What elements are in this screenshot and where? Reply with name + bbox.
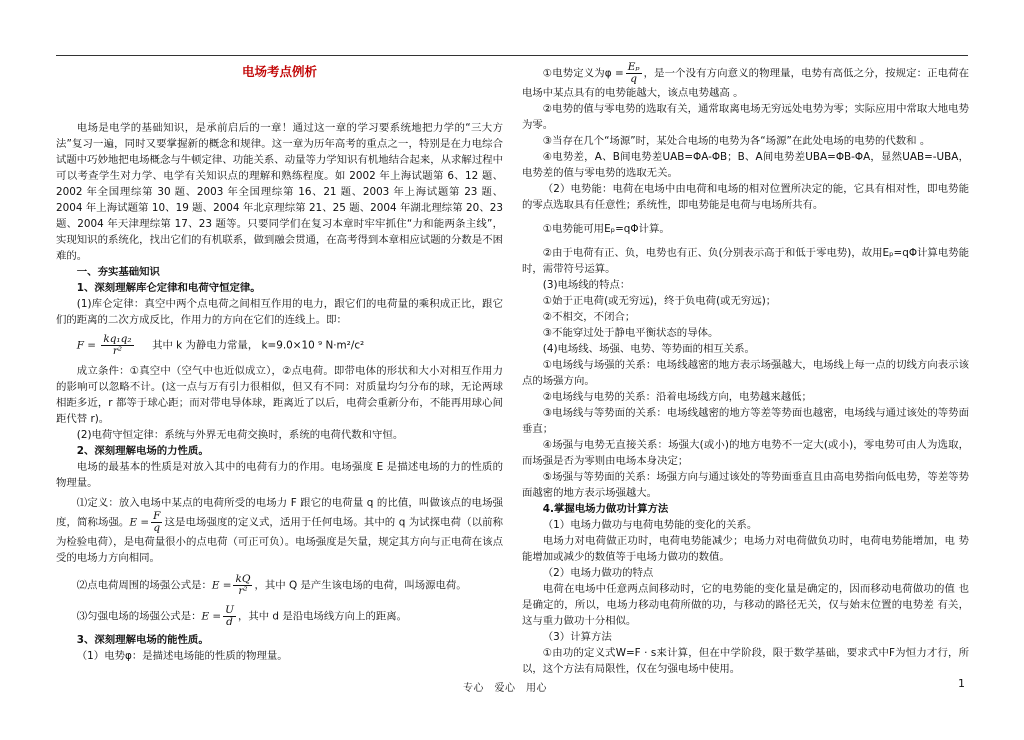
- work-feature-heading: （2）电场力做功的特点: [542, 567, 654, 579]
- left-column: [56, 62, 503, 664]
- calc-method-heading: （3）计算方法: [542, 631, 612, 643]
- potential-zero-reference: ②电势的值与零电势的选取有关，通常取离电场无穷远处电势为零；实际应用中常取大地电势为零。: [522, 103, 969, 131]
- footer-motto: 专心 爱心 用心: [463, 683, 547, 694]
- intro-paragraph: 电场是电学的基础知识，是承前启后的一章！通过这一章的学习要系统地把力学的“三大方法”复习一遍，同时又要掌握新的概念和规律。这一章为历年高考的重点之一，特别是在力电综合试题中巧妙地把电场概念与牛顿定律、功能关系、动量等力学知识有机地结合起来，从求解过程中可以考查学生对力学、电学有关知识点的理解和熟练程度。如 2002 年上海试题第 6、12 题、2002 年全国理综第 30 题、2003 年全国理综第 16、21 题、2003 年上海试题第 23 题、2004 年上海试题第 10、19 题、2004 年北京理综第 21、25 题、2004 年湖北理综第 20、23 题、2004 年天津理综第 17、23 题等。只要同学们在复习本章时牢牢抓住“力和能两条主线”，实现知识的系统化，找出它们的有机联系，做到融会贯通，在高考得到本章相应试题的分数是不困难的。: [56, 122, 503, 262]
- point-charge-fraction: $\frac{kQ}{\text{r²}}$: [235, 573, 251, 597]
- field-strength-definition: ⑴定义：放入电场中某点的电荷所受的电场力 F 跟它的电荷量 q 的比值，叫做该点的电场强度，简称场强。E = $\frac{F}{q}$ 这是电场强度的定义式，适用于任何电场。其中的 q 为试探电荷（以前称为检验电荷），是电荷量很小的点电荷（可正可负）。电场强度是矢量，规定其方向与正电荷在该点受的电场力方向相同。: [56, 497, 504, 564]
- field-line-feature-2: ②不相交，不闭合；: [542, 311, 636, 323]
- coulomb-conditions: 成立条件：①真空中（空气中也近似成立），②点电荷。即带电体的形状和大小对相互作用力的影响可以忽略不计。(这一点与万有引力很相似，但又有不同：对质量均匀分布的球，无论两球相距多近，r 都等于球心距；而对带电导体球，距离近了以后，电荷会重新分布，不能再用球心间距代替 r)。: [56, 365, 503, 425]
- work-energy-text: 电场力对电荷做正功时，电荷电势能减少；电场力对电荷做负功时，电荷电势能增加，电 势能增加或减少的数值等于电场力做功的数值。: [522, 535, 969, 563]
- field-line-feature-3: ③不能穿过处于静电平衡状态的导体。: [542, 327, 719, 339]
- work-feature-text: 电荷在电场中任意两点间移动时，它的电势能的变化量是确定的，因而移动电荷做功的值 也是确定的，所以，电场力移动电荷所做的功，与移动的路径无关，仅与始末位置的电势差 有关，这与重力做功十分相似。: [522, 583, 969, 627]
- potential-definition: ①电势定义为φ = $\frac{\text{Eₚ}}{q}$ ，是一个没有方向意义的物理量，电势有高低之分，按规定：正电荷在电场中某点具有的电势能越大，该点电势越高 。: [522, 61, 969, 99]
- coulomb-constant-note: 其中 k 为静电力常量， k=9.0×10 ⁹ N·m²/c²: [152, 339, 365, 352]
- subheading-field-force: 2、深刻理解电场的力性质。: [76, 445, 209, 457]
- field-line-feature-1: ①始于正电荷(或无穷远)，终于负电荷(或无穷远)；: [542, 295, 777, 307]
- subheading-coulomb-law: 1、深刻理解库仑定律和电荷守恒定律。: [76, 282, 261, 294]
- uniform-field-fraction: $\frac{U}{d}$: [225, 604, 234, 628]
- calc-method-text: ①由功的定义式W=F · s来计算，但在中学阶段，限于数学基础，要求式中F为恒力才行，所以，这个方法有局限性，仅在匀强电场中使用。: [522, 647, 969, 675]
- potential-difference: ④电势差，A、B间电势差UAB=ΦA-ΦB；B、A间电势差UBA=ΦB-ΦA，显然UAB=-UBA，电势差的值与零电势的选取无关。: [522, 151, 969, 179]
- charge-conservation: (2)电荷守恒定律：系统与外界无电荷交换时，系统的电荷代数和守恒。: [76, 429, 404, 441]
- relations-heading: (4)电场线、场强、电势、等势面的相互关系。: [542, 343, 755, 355]
- coulomb-fraction: $\frac{\text{kq₁q₂}}{\text{r²}}$: [103, 333, 132, 357]
- field-line-features: (3)电场线的特点：: [542, 279, 631, 291]
- potential-energy: （2）电势能：电荷在电场中由电荷和电场的相对位置所决定的能，它具有相对性，即电势能的零点选取具有任意性；系统性，即电势能是电荷与电场所共有。: [522, 183, 969, 211]
- coulomb-law-text: (1)库仑定律：真空中两个点电荷之间相互作用的电力，跟它们的电荷量的乘积成正比，跟它们的距离的二次方成反比，作用力的方向在它们的连线上。即：: [56, 298, 503, 326]
- page-number: 1: [958, 677, 965, 690]
- potential-energy-sign: ②由于电荷有正、负，电势也有正、负(分别表示高于和低于零电势)，故用Eₚ=qΦ计算电势能时，需带符号运算。: [522, 247, 969, 275]
- relation-line-strength: ①电场线与场强的关系：电场线越密的地方表示场强越大，电场线上每一点的切线方向表示该点的场强方向。: [522, 359, 969, 387]
- field-force-text: 电场的最基本的性质是对放入其中的电荷有力的作用。电场强度 E 是描述电场的力的性质的物理量。: [56, 461, 503, 489]
- definition-fraction: $\frac{F}{q}$: [153, 510, 161, 534]
- coulomb-formula: F = $\frac{\text{kq₁q₂}}{\text{r²}}$ 其中 k 为静电力常量， k=9.0×10 ⁹ N·m²/c²: [76, 333, 365, 357]
- relation-line-equipotential: ③电场线与等势面的关系：电场线越密的地方等差等势面也越密，电场线与通过该处的等势面垂直；: [522, 407, 969, 435]
- potential-fraction: $\frac{\text{Eₚ}}{q}$: [627, 61, 640, 85]
- subheading-field-energy: 3、深刻理解电场的能性质。: [76, 634, 209, 646]
- point-charge-field: ⑵点电荷周围的场强公式是：E = $\frac{kQ}{\text{r²}}$ ，其中 Q 是产生该电场的电荷，叫场源电荷。: [76, 573, 467, 597]
- header-rule: [56, 55, 968, 56]
- relation-strength-equipotential: ⑤场强与等势面的关系：场强方向与通过该处的等势面垂直且由高电势指向低电势，等差等势面越密的地方表示场强越大。: [522, 471, 969, 499]
- relation-line-potential: ②电场线与电势的关系：沿着电场线方向，电势越来越低；: [542, 391, 812, 403]
- right-column: [522, 62, 969, 677]
- potential-energy-formula: ①电势能可用Eₚ=qΦ计算。: [542, 223, 670, 235]
- potential-definition-intro: （1）电势φ：是描述电场能的性质的物理量。: [76, 650, 288, 662]
- document-title: 电场考点例析: [241, 64, 317, 79]
- work-energy-relation: （1）电场力做功与电荷电势能的变化的关系。: [542, 519, 758, 531]
- potential-superposition: ③当存在几个“场源”时，某处合电场的电势为各“场源”在此处电场的电势的代数和 。: [542, 135, 931, 147]
- section-heading-basics: 一、夯实基础知识: [76, 266, 160, 278]
- relation-strength-potential: ④场强与电势无直接关系：场强大(或小)的地方电势不一定大(或小)，零电势可由人为选取，而场强是否为零则由电场本身决定；: [522, 439, 969, 467]
- uniform-field: ⑶匀强电场的场强公式是：E = $\frac{U}{d}$ ，其中 d 是沿电场线方向上的距离。: [76, 604, 408, 628]
- subheading-work-method: 4.掌握电场力做功计算方法: [542, 503, 669, 515]
